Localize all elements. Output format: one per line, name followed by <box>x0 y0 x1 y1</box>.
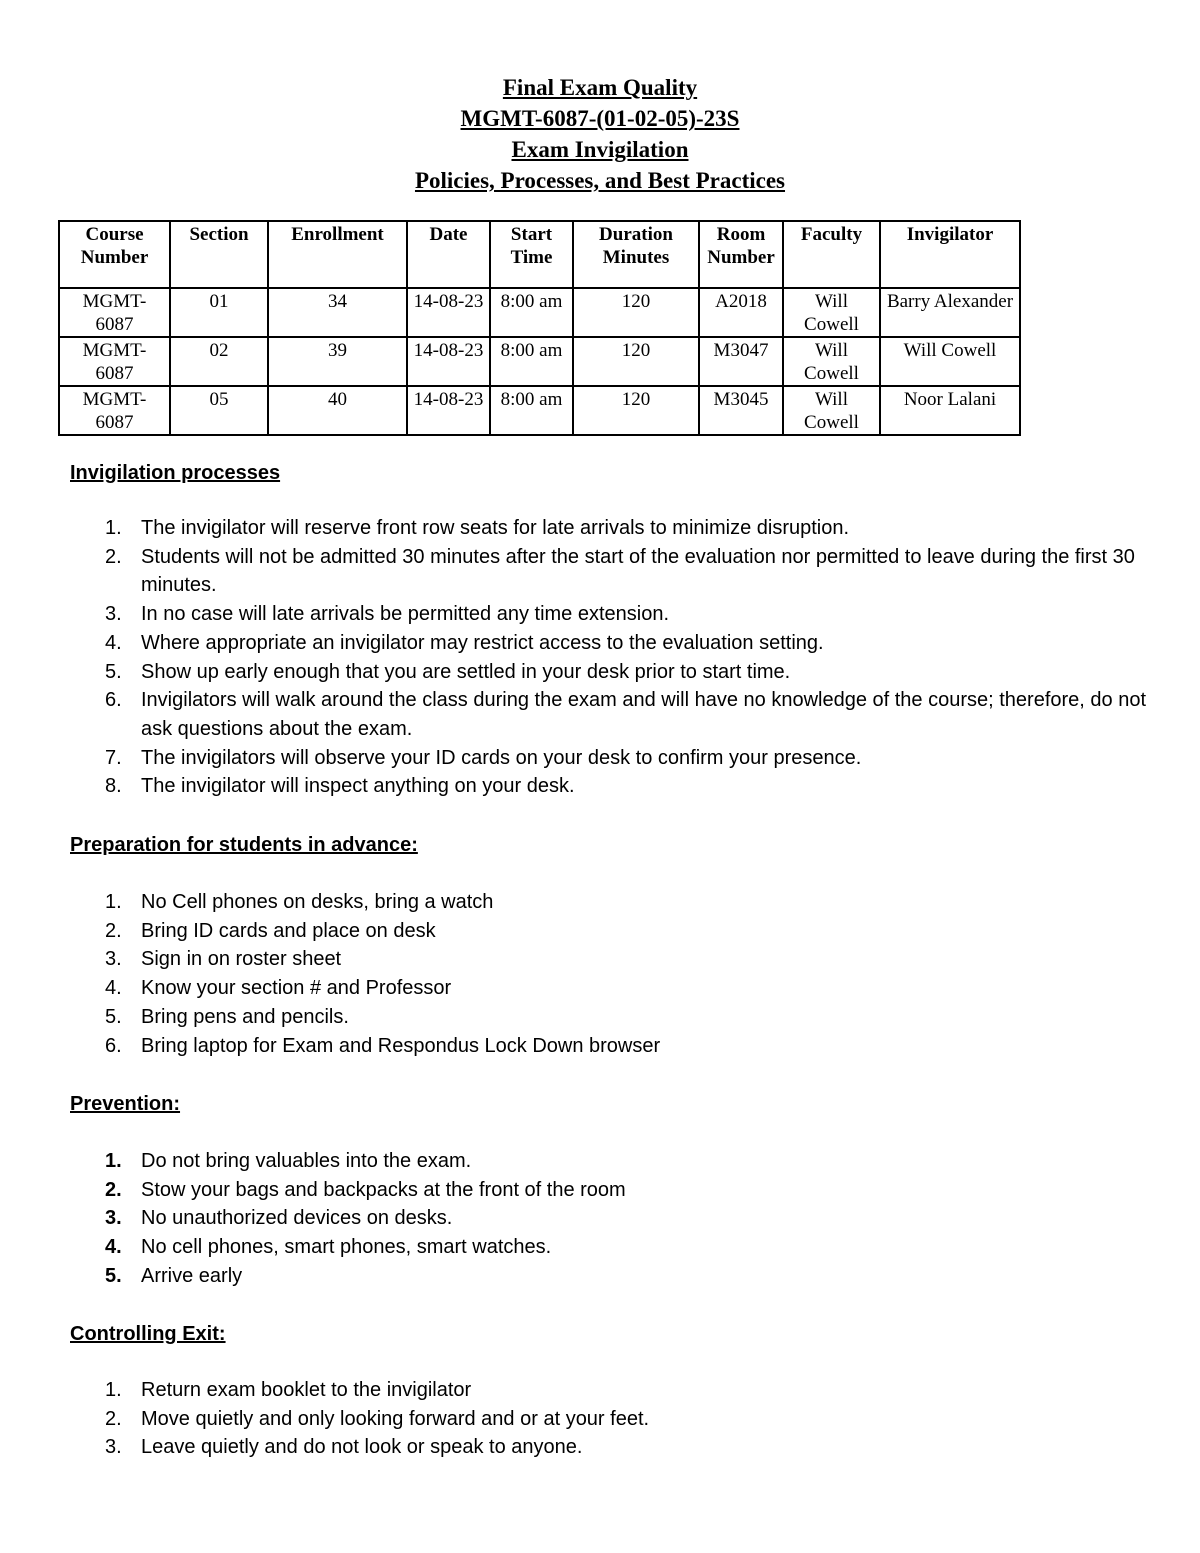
list-item <box>70 1204 1150 1233</box>
list-item-text: Where appropriate an invigilator may restrict access to the evaluation setting. <box>141 631 824 654</box>
list-number: 7. <box>105 746 122 769</box>
list-number: 5. <box>105 1264 122 1287</box>
list-number: 2. <box>105 1407 122 1430</box>
list-number: 3. <box>105 1207 122 1230</box>
list-item-text: Return exam booklet to the invigilator <box>141 1379 472 1401</box>
column-header: Date <box>407 221 490 288</box>
list-item <box>70 1405 1150 1434</box>
list-item-text: Sign in on roster sheet <box>141 948 342 971</box>
list-item <box>70 1376 1150 1405</box>
table-cell: 34 <box>268 288 407 337</box>
list-item <box>70 1233 1150 1262</box>
list-number: 2. <box>105 919 122 942</box>
list-number: 8. <box>105 775 122 798</box>
table-row <box>59 337 1020 386</box>
list-item <box>70 744 1150 773</box>
list-item-text: Do not bring valuables into the exam. <box>141 1150 472 1172</box>
column-header: Enrollment <box>268 221 407 288</box>
list-item-text: No unauthorized devices on desks. <box>141 1207 453 1230</box>
list-number: 1. <box>105 891 122 913</box>
list-item <box>70 917 1150 946</box>
table-cell: Noor Lalani <box>880 386 1020 435</box>
list-number: 4. <box>105 1236 122 1259</box>
list-item <box>70 974 1150 1003</box>
column-header: Room Number <box>699 221 783 288</box>
list-item-text: The invigilators will observe your ID cards on your desk to confirm your presence. <box>141 746 862 769</box>
title-line-3: Exam Invigilation <box>511 137 689 162</box>
table-cell: 05 <box>170 386 268 435</box>
list-item-text: No cell phones, smart phones, smart watches. <box>141 1236 552 1259</box>
column-header: Section <box>170 221 268 288</box>
preparation-list <box>70 888 1150 1060</box>
title-line-1: Final Exam Quality <box>502 75 698 100</box>
list-item <box>70 1433 1150 1462</box>
list-number: 6. <box>105 689 122 712</box>
table-row <box>59 288 1020 337</box>
list-item-text: Leave quietly and do not look or speak to anyone. <box>141 1436 583 1459</box>
table-cell: 14-08-23 <box>407 288 490 337</box>
table-cell: MGMT-6087 <box>59 337 170 386</box>
list-number: 4. <box>105 631 122 654</box>
table-cell: Barry Alexander <box>880 288 1020 337</box>
list-number: 3. <box>105 1436 122 1459</box>
table-cell: 8:00 am <box>490 337 573 386</box>
list-item <box>70 1176 1150 1205</box>
invigilation-process-list <box>70 514 1150 801</box>
table-cell: M3045 <box>699 386 783 435</box>
list-item-text: Bring pens and pencils. <box>141 1005 349 1028</box>
list-item <box>70 543 1150 600</box>
list-item-text: Invigilators will walk around the class during the exam and will have no knowledge of the course; therefore, do not ask questions about the exam. <box>141 689 1147 740</box>
list-number: 1. <box>105 517 122 539</box>
list-item-text: The invigilator will reserve front row seats for late arrivals to minimize disruption. <box>141 517 850 539</box>
table-cell: A2018 <box>699 288 783 337</box>
table-cell: 14-08-23 <box>407 337 490 386</box>
table-cell: 8:00 am <box>490 386 573 435</box>
table-cell: 120 <box>573 288 699 337</box>
table-header-row <box>59 221 1020 288</box>
list-item <box>70 514 1150 543</box>
table-cell: Will Cowell <box>880 337 1020 386</box>
list-item-text: Stow your bags and backpacks at the front of the room <box>141 1178 626 1201</box>
list-number: 3. <box>105 603 122 626</box>
list-number: 6. <box>105 1034 122 1057</box>
list-item-text: Know your section # and Professor <box>141 977 452 1000</box>
table-cell: M3047 <box>699 337 783 386</box>
list-item <box>70 600 1150 629</box>
list-item-text: In no case will late arrivals be permitted any time extension. <box>141 603 670 626</box>
list-number: 4. <box>105 977 122 1000</box>
list-item <box>70 629 1150 658</box>
table-cell: 02 <box>170 337 268 386</box>
table-cell: 01 <box>170 288 268 337</box>
title-line-4: Policies, Processes, and Best Practices <box>414 168 786 193</box>
list-number: 1. <box>105 1150 122 1172</box>
list-item <box>70 888 1150 917</box>
list-number: 3. <box>105 948 122 971</box>
exam-schedule-table <box>58 220 1021 436</box>
section-heading-preparation: Preparation for students in advance: <box>70 834 418 856</box>
table-cell: Will Cowell <box>783 288 880 337</box>
list-number: 2. <box>105 545 122 568</box>
list-number: 5. <box>105 1005 122 1028</box>
table-cell: 120 <box>573 337 699 386</box>
table-cell: 8:00 am <box>490 288 573 337</box>
section-heading-controlling-exit: Controlling Exit: <box>70 1323 226 1345</box>
document-title-block <box>0 72 1200 196</box>
column-header: Invigilator <box>880 221 1020 288</box>
table-cell: MGMT-6087 <box>59 386 170 435</box>
table-cell: 120 <box>573 386 699 435</box>
list-item-text: Bring laptop for Exam and Respondus Lock Down browser <box>141 1034 661 1057</box>
section-heading-invigilation: Invigilation processes <box>70 462 281 484</box>
table-cell: 40 <box>268 386 407 435</box>
list-item <box>70 1147 1150 1176</box>
list-item <box>70 945 1150 974</box>
table-cell: 39 <box>268 337 407 386</box>
list-item-text: Show up early enough that you are settled in your desk prior to start time. <box>141 660 791 683</box>
table-row <box>59 386 1020 435</box>
list-item <box>70 686 1150 743</box>
controlling-exit-list <box>70 1376 1150 1462</box>
list-item <box>70 658 1150 687</box>
column-header: Course Number <box>59 221 170 288</box>
list-item-text: Arrive early <box>141 1264 243 1287</box>
title-line-2: MGMT-6087-(01-02-05)-23S <box>460 106 740 131</box>
column-header: Faculty <box>783 221 880 288</box>
list-number: 2. <box>105 1178 122 1201</box>
list-item <box>70 1262 1150 1291</box>
list-number: 1. <box>105 1379 122 1401</box>
table-cell: Will Cowell <box>783 386 880 435</box>
prevention-list <box>70 1147 1150 1291</box>
column-header: Start Time <box>490 221 573 288</box>
list-item <box>70 1003 1150 1032</box>
list-item-text: No Cell phones on desks, bring a watch <box>141 891 494 913</box>
section-heading-prevention: Prevention: <box>70 1093 181 1115</box>
list-item-text: Students will not be admitted 30 minutes after the start of the evaluation nor permitted to leave during the first 30 minutes. <box>141 545 1135 597</box>
list-item-text: Move quietly and only looking forward and or at your feet. <box>141 1407 650 1430</box>
table-cell: 14-08-23 <box>407 386 490 435</box>
list-item-text: The invigilator will inspect anything on your desk. <box>141 775 575 798</box>
list-item <box>70 772 1150 801</box>
list-item-text: Bring ID cards and place on desk <box>141 919 436 942</box>
column-header: Duration Minutes <box>573 221 699 288</box>
list-item <box>70 1032 1150 1061</box>
list-number: 5. <box>105 660 122 683</box>
table-cell: MGMT-6087 <box>59 288 170 337</box>
table-cell: Will Cowell <box>783 337 880 386</box>
